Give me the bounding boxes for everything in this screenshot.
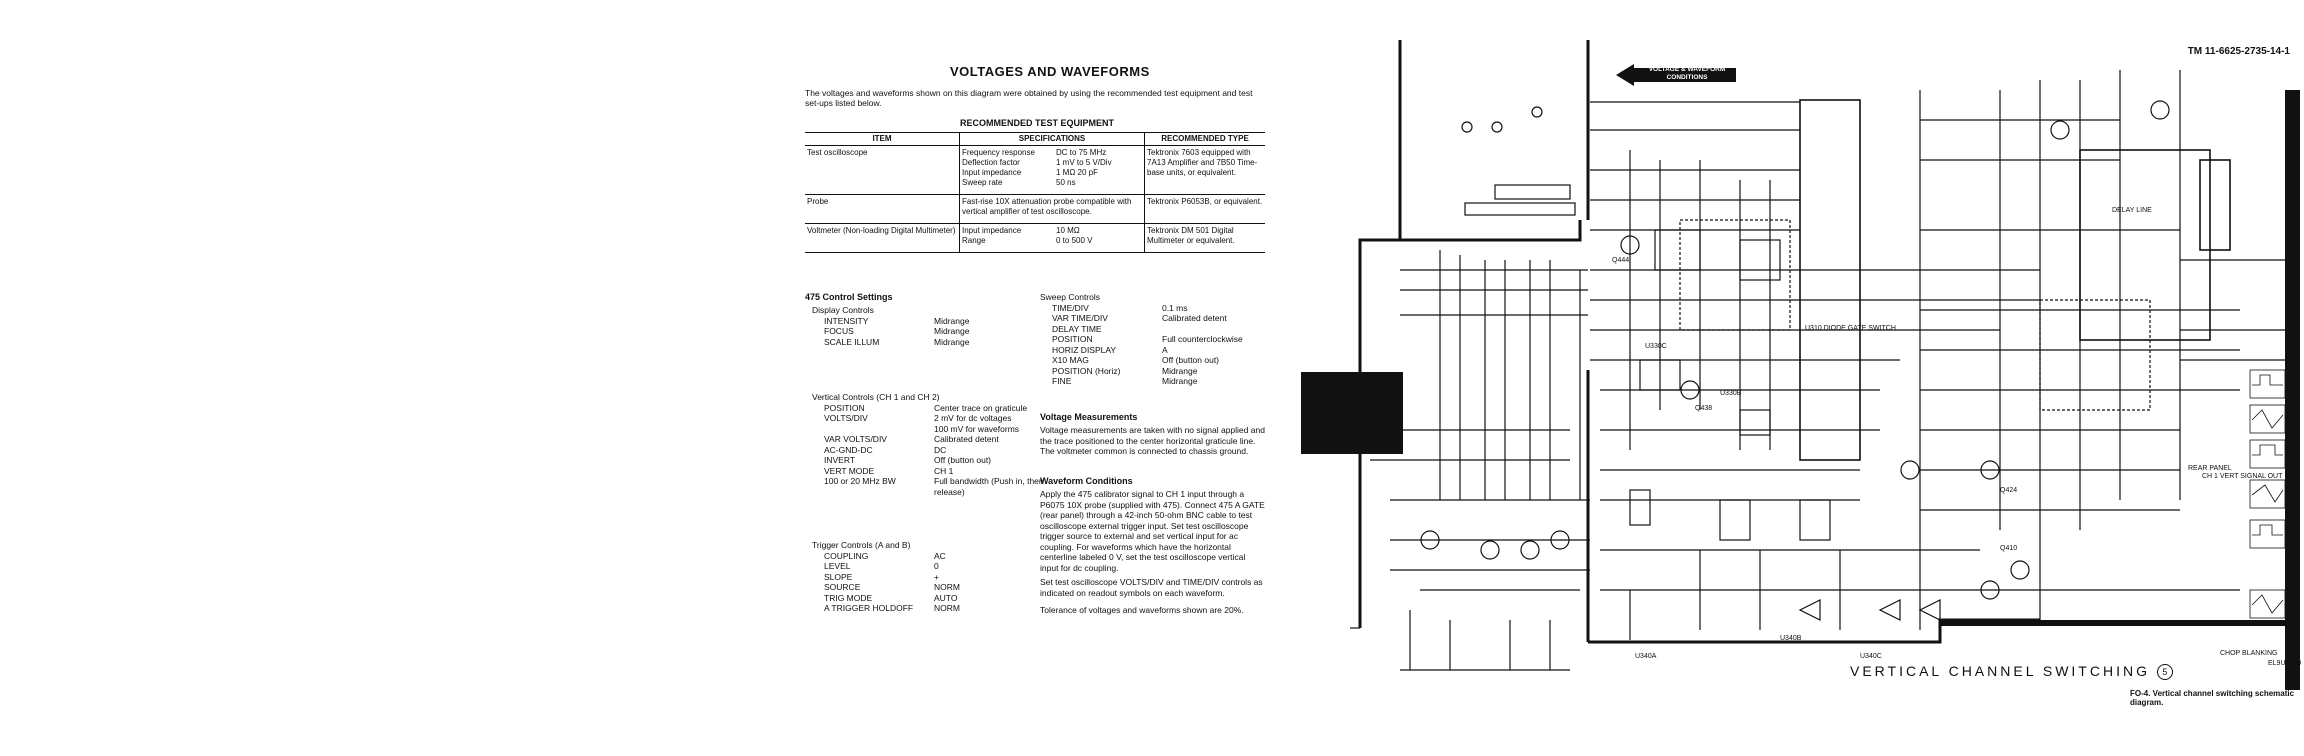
control-value: 0.1 ms [1162,302,1188,313]
spec-val: 1 MΩ 20 pF [1056,168,1098,177]
display-controls [812,305,1064,347]
table-row [805,195,1265,224]
control-name: A TRIGGER HOLDOFF [824,603,914,613]
block-label: Q444 [1612,257,1630,264]
spec-key: Sweep rate [962,178,1003,187]
control-value: Full bandwidth (Push in, then release) [934,476,1044,497]
spec-val: 50 ns [1056,178,1076,187]
plate-code: EL9U0060 [2268,660,2302,667]
control-name: POSITION [1052,334,1093,344]
table-row [805,224,1265,253]
control-name: VERT MODE [824,465,875,476]
settings-title: 475 Control Settings [805,292,893,302]
block-label: U330B [1720,390,1742,397]
voltage-measurements-text: Voltage measurements are taken with no signal applied and the trace positioned to the center horizontal graticule line. The voltmeter common is connected to chassis ground. [1040,425,1265,456]
diagram-title [1850,663,2173,680]
type-cell: Tektronix P6053B, or equivalent. [1145,195,1266,224]
spec-cell [960,224,1145,253]
control-name: DELAY TIME [1052,323,1102,334]
control-value: Off (button out) [934,455,992,465]
trigger-controls [812,540,1064,614]
block-label: Q410 [2000,545,2018,552]
schematic-wiring [1350,40,2290,670]
waveform-conditions-title: Waveform Conditions [1040,476,1133,486]
control-value: Calibrated detent [1162,313,1227,323]
control-value: NORM [934,603,960,613]
figure-caption: FO-4. Vertical channel switching schematic diagram. [2130,689,2295,707]
control-value: Center trace on graticule [934,402,1028,413]
control-value: Off (button out) [1162,355,1220,365]
vertical-controls [812,392,1064,497]
block-label: U340B [1780,635,1802,642]
spec-key: Input impedance [962,226,1022,235]
spec-cell [960,146,1145,195]
control-value: Calibrated detent [934,434,999,444]
side-label: DELAY LINE [2112,207,2152,214]
control-value: Midrange [1162,365,1198,376]
control-value: Midrange [1162,376,1198,386]
control-name: TRIG MODE [824,592,873,603]
control-name [812,424,934,435]
control-value: CH 1 [934,465,954,476]
type-cell: Tektronix 7603 equipped with 7A13 Amplifier and 7B50 Time-base units, or equivalent. [1145,146,1266,195]
spec-key: Frequency response [962,148,1035,157]
spec-val: 0 to 500 V [1056,236,1093,245]
side-label: CHOP BLANKING [2220,650,2278,657]
control-value: AUTO [934,592,958,603]
control-name: SOURCE [824,582,861,592]
control-value: 0 [934,561,939,571]
side-label: REAR PANEL [2188,465,2232,472]
group-heading: Vertical Controls (CH 1 and CH 2) [812,392,940,402]
control-name: FINE [1052,376,1072,386]
item-cell: Voltmeter (Non-loading Digital Multimeter) [805,224,960,253]
block-label: Q438 [1695,405,1713,412]
group-heading: Sweep Controls [1040,292,1101,302]
spec-key: Range [962,236,986,245]
black-bar [1940,620,2300,626]
diagram-number-circle: 5 [2157,664,2173,680]
control-name: POSITION [824,402,865,413]
item-cell: Probe [805,195,960,224]
block-label: Q424 [2000,487,2018,494]
waveform-conditions-p1: Apply the 475 calibrator signal to CH 1 input through a P6075 10X probe (supplied with 475). Connect 475 A GATE (rear panel) through a 42-inch 50-ohm BNC cable to test oscilloscope external trigger input. Set test oscilloscope trigger source to external and set vertical input for ac coupling. For waveforms which have the horizontal centerline labeled 0 V, set the test oscilloscope vertical input for dc coupling. [1040,489,1265,573]
spec-val: 1 mV to 5 V/Div [1056,158,1112,167]
control-value: 2 mV for dc voltages [934,413,1012,423]
col-header: RECOMMENDED TYPE [1145,133,1266,146]
sweep-controls [1040,292,1292,387]
type-cell: Tektronix DM 501 Digital Multimeter or equivalent. [1145,224,1266,253]
control-value: Midrange [934,336,970,347]
control-value: 100 mV for waveforms [934,423,1020,434]
control-value: A [1162,344,1168,355]
spec-val: DC to 75 MHz [1056,148,1107,157]
block-label: U310 DIODE GATE SWITCH [1805,325,1896,332]
block-label: U340A [1635,653,1657,660]
black-block [1301,372,1403,454]
spec-val: 10 MΩ [1056,226,1080,235]
control-name: 100 or 20 MHz BW [824,476,896,486]
control-value: AC [934,550,946,561]
item-cell: Test oscilloscope [805,146,960,195]
group-heading: Trigger Controls (A and B) [812,540,911,550]
group-heading: Display Controls [812,305,874,315]
block-label: U330C [1645,343,1667,350]
tm-number: TM 11-6625-2735-14-1 [2187,46,2290,57]
control-name: LEVEL [824,561,851,571]
arrow-label: VOLTAGE & WAVEFORM CONDITIONS [1648,66,1726,81]
control-value: DC [934,444,947,455]
control-value: Midrange [934,315,970,326]
control-name: INTENSITY [824,315,869,326]
control-name: HORIZ DISPLAY [1052,344,1117,355]
equipment-table-header-row [805,133,1265,146]
equipment-table [805,132,1265,253]
page-title: VOLTAGES AND WAVEFORMS [950,64,1150,79]
control-value [1162,324,1292,335]
control-name: TIME/DIV [1052,302,1089,313]
waveform-boxes [2250,370,2285,618]
col-header: ITEM [805,133,960,146]
control-value: Full counterclockwise [1162,334,1243,344]
control-name: SCALE ILLUM [824,336,880,347]
diagram-title-text: VERTICAL CHANNEL SWITCHING [1850,663,2150,679]
waveform-conditions-p2: Set test oscilloscope VOLTS/DIV and TIME/DIV controls as indicated on readout symbols on each waveform. [1040,577,1263,598]
block-label: U340C [1860,653,1882,660]
equipment-table-title: RECOMMENDED TEST EQUIPMENT [960,118,1115,128]
control-name: FOCUS [824,326,854,336]
control-value: NORM [934,582,960,592]
schematic-diagram [1300,30,2300,720]
spec-cell: Fast-rise 10X attenuation probe compatible with vertical amplifier of test oscilloscope. [960,195,1145,224]
control-value: + [934,571,939,582]
table-row [805,146,1265,195]
spec-key: Input impedance [962,168,1022,177]
control-name: INVERT [824,455,856,465]
control-name: X10 MAG [1052,355,1089,365]
control-name: VAR VOLTS/DIV [824,434,887,444]
control-name: SLOPE [824,571,853,582]
control-name: AC-GND-DC [824,444,873,455]
waveform-conditions-p3: Tolerance of voltages and waveforms shown are 20%. [1040,605,1244,615]
side-label: CH 1 VERT SIGNAL OUT [2202,473,2283,480]
right-edge-bar [2285,90,2300,690]
control-name: VAR TIME/DIV [1052,313,1108,323]
control-name: POSITION (Horiz) [1052,365,1121,376]
intro-paragraph: The voltages and waveforms shown on this diagram were obtained by using the recommended test equipment and test set-ups listed below. [805,88,1253,108]
control-name: COUPLING [824,550,869,561]
voltage-measurements-title: Voltage Measurements [1040,412,1138,422]
col-header: SPECIFICATIONS [960,133,1145,146]
spec-key: Deflection factor [962,158,1020,167]
control-value: Midrange [934,326,970,336]
control-name: VOLTS/DIV [824,413,868,423]
